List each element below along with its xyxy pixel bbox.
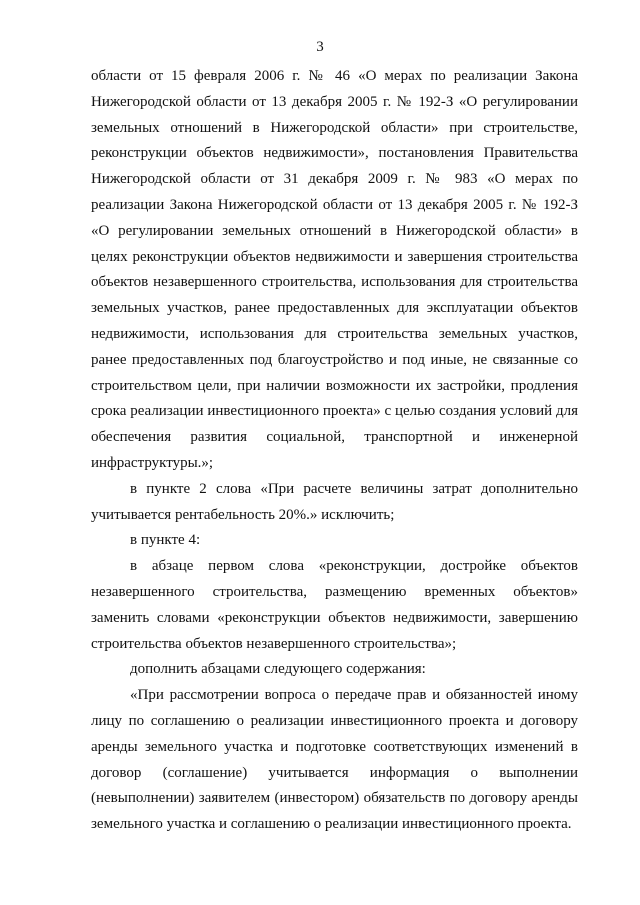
- paragraph-continuation: области от 15 февраля 2006 г. № 46 «О мерах по реализации Закона Нижегородской области от 13 декабря 2005 г. № 192-З «О регулировании земельных отношений в Нижегородской области» при строительстве, реконструкции объектов недвижимости», постановления Правительства Нижегородской области от 31 декабря 2009 г. № 983 «О мерах по реализации Закона Нижегородской области от 13 декабря 2005 г. № 192-З «О регулировании земельных отношений в Нижегородской области» в целях реконструкции объектов недвижимости и завершения строительства объектов незавершенного строительства, использования для строительства земельных участков, ранее предоставленных для эксплуатации объектов недвижимости, использования для строительства земельных участков, ранее предоставленных под благоустройство и под иные, не связанные со строительством цели, при наличии возможности их застройки, продления срока реализации инвестиционного проекта» с целью создания условий для обеспечения развития социальной, транспортной и инженерной инфраструктуры.»;: [91, 68, 578, 471]
- page-number: 3: [316, 39, 324, 55]
- paragraph-item-point-4: в пункте 4:: [130, 532, 201, 549]
- paragraph-supplement: дополнить абзацами следующего содержания:: [130, 661, 426, 678]
- paragraph-quoted-addition: «При рассмотрении вопроса о передаче прав и обязанностей иному лицу по соглашению о реализации инвестиционного проекта и договору аренды земельного участка и подготовке соответствующих изменений в договор (соглашение) учитывается информация о выполнении (невыполнении) заявителем (инвестором) обязательств по договору аренды земельного участка и соглашению о реализации инвестиционного проекта.: [91, 687, 578, 833]
- document-body: [91, 64, 578, 838]
- paragraph-item-point-2: в пункте 2 слова «При расчете величины затрат дополнительно учитывается рентабельность 20%.» исключить;: [91, 480, 578, 523]
- paragraph-first-clause: в абзаце первом слова «реконструкции, достройке объектов незавершенного строительства, размещению временных объектов» заменить словами «реконструкции объектов недвижимости, завершению строительства объектов незавершенного строительства»;: [91, 558, 578, 652]
